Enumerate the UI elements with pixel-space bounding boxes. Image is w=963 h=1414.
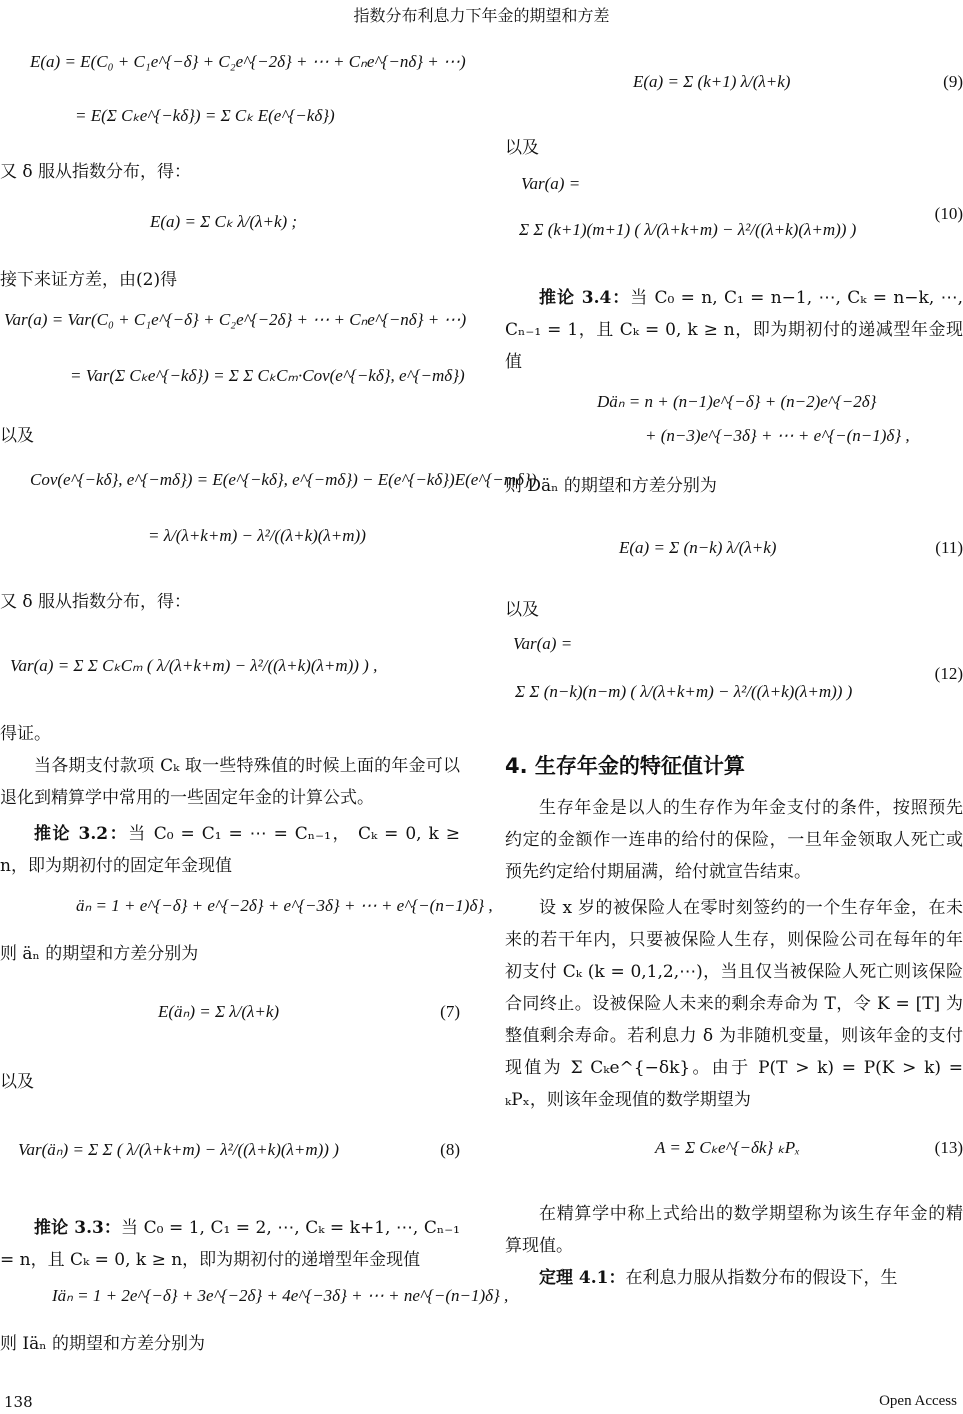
paragraph: 生存年金是以人的生存作为年金支付的条件，按照预先约定的金额作一连串的给付的保险，一旦年金领取人死亡或预先约定给付期届满，给付就宣告结束。 [505,798,963,882]
paragraph: 则 äₙ 的期望和方差分别为 [0,944,199,964]
equation-11 [619,538,963,558]
running-header: 指数分布利息力下年金的期望和方差 [353,6,610,25]
equation-8 [18,1140,460,1160]
equation-9 [633,72,963,92]
equation-number: (8) [440,1140,460,1159]
equation-covariance: Cov(e^{−kδ}, e^{−mδ}) = E(e^{−kδ}, e^{−mδ}) − E(e^{−kδ})E(e^{−mδ}) [30,470,537,489]
paragraph: 得证。 [0,724,51,744]
equation-expectation-sum: = E(Σ Cₖe^{−kδ}) = Σ Cₖ E(e^{−kδ}) [75,106,335,125]
equation-number: (11) [935,538,963,557]
paragraph: 以及 [0,426,34,446]
equation-annuity-due: äₙ = 1 + e^{−δ} + e^{−2δ} + e^{−3δ} + ⋯ + e^{−(n−1)δ} , [76,896,493,915]
equation-number: (13) [934,1138,963,1157]
paragraph: 以及 [505,600,539,620]
equation-number: (12) [934,664,963,683]
paragraph: 又 δ 服从指数分布，得： [0,592,192,612]
equation-number: (7) [440,1002,460,1021]
theorem-label: 定理 4.1： [539,1268,626,1288]
equation-decreasing-annuity-1: Däₙ = n + (n−1)e^{−δ} + (n−2)e^{−2δ} [597,392,877,411]
paragraph: 则 Iäₙ 的期望和方差分别为 [0,1334,206,1354]
page-number: 138 [4,1393,33,1411]
equation-10 [519,204,963,240]
equation-body: E(äₙ) = Σ λ/(λ+k) [158,1002,280,1021]
corollary-label: 推论 3.4： [539,288,631,308]
left-column [0,28,537,1360]
equation-number: (9) [943,72,963,91]
corollary-label: 推论 3.2： [34,824,129,844]
equation-increasing-annuity: Iäₙ = 1 + 2e^{−δ} + 3e^{−2δ} + 4e^{−3δ} + ⋯ + ne^{−(n−1)δ} , [52,1286,509,1305]
equation-variance-sum: = Var(Σ Cₖe^{−kδ}) = Σ Σ CₖCₘ·Cov(e^{−kδ}, e^{−mδ}) [70,366,465,385]
equation-7 [158,1002,460,1022]
equation-10-lhs: Var(a) = [521,174,581,193]
paragraph: 在精算学中称上式给出的数学期望称为该生存年金的精算现值。 [505,1204,963,1256]
corollary-3-2 [0,818,460,882]
theorem-4-1 [505,1262,963,1294]
paragraph: 又 δ 服从指数分布，得： [0,162,192,182]
paragraph: 接下来证方差，由(2)得 [0,270,178,290]
equation-12 [515,664,963,702]
equation-number: (10) [934,204,963,223]
corollary-3-3 [0,1212,460,1276]
equation-variance-expand: Var(a) = Var(C₀ + C₁e^{−δ} + C₂e^{−2δ} + ⋯ + Cₙe^{−nδ} + ⋯) [4,310,467,329]
paragraph: 则 Däₙ 的期望和方差分别为 [505,476,717,496]
publisher-label: Open Access [879,1393,957,1409]
equation-covariance-result: = λ/(λ+k+m) − λ²/((λ+k)(λ+m)) [148,526,366,545]
equation-expectation-expand: E(a) = E(C₀ + C₁e^{−δ} + C₂e^{−2δ} + ⋯ + Cₙe^{−nδ} + ⋯) [30,52,466,71]
paragraph: 以及 [505,138,539,158]
paragraph: 当各期支付款项 Cₖ 取一些特殊值的时候上面的年金可以退化到精算学中常用的一些固定年金的计算公式。 [0,756,460,808]
theorem-text: 在利息力服从指数分布的假设下，生 [625,1268,898,1288]
equation-variance-result: Var(a) = Σ Σ CₖCₘ ( λ/(λ+k+m) − λ²/((λ+k)(λ+m)) ) , [10,656,378,675]
equation-body: E(a) = Σ (k+1) λ/(λ+k) [633,72,791,91]
equation-body: E(a) = Σ (n−k) λ/(λ+k) [619,538,777,557]
paragraph: 以及 [0,1072,34,1092]
equation-body: Var(äₙ) = Σ Σ ( λ/(λ+k+m) − λ²/((λ+k)(λ+m)) ) [18,1140,339,1159]
corollary-text: 当 C₀ = n, C₁ = n−1, ⋯, Cₖ = n−k, ⋯, Cₙ₋₁ = 1，且 Cₖ = 0, k ≥ n，即为期初付的递减型年金现值 [505,288,963,372]
paragraph: 设 x 岁的被保险人在零时刻签约的一个生存年金，在未来的若干年内，只要被保险人生存，则保险公司在每年的年初支付 Cₖ (k = 0,1,2,⋯)，当且仅当被保险人死亡则该保险合同终止。设被保险人未来的剩余寿命为 T，令 K = [T] 为整值剩余寿命。若利息力 δ 为非随机变量，则该年金的支付现值为 Σ Cₖe^{−δk}。由于 P(T > k) = P(K > k) = ₖPₓ，则该年金现值的数学期望为 [505,898,963,1110]
equation-12-lhs: Var(a) = [513,634,573,653]
corollary-text: 当 C₀ = 1, C₁ = 2, ⋯, Cₖ = k+1, ⋯, Cₙ₋₁ = n，且 Cₖ = 0, k ≥ n，即为期初付的递增型年金现值 [0,1218,461,1270]
right-column [505,28,963,1294]
equation-expectation-result: E(a) = Σ Cₖ λ/(λ+k) ; [150,212,298,231]
equation-body: Σ Σ (n−k)(n−m) ( λ/(λ+k+m) − λ²/((λ+k)(λ+m)) ) [515,682,853,701]
equation-13 [655,1138,963,1158]
corollary-3-4 [505,282,963,378]
equation-body: A = Σ Cₖe^{−δk} ₖPₓ [655,1138,800,1157]
equation-decreasing-annuity-2: + (n−3)e^{−3δ} + ⋯ + e^{−(n−1)δ} , [645,426,910,445]
section-heading: 4. 生存年金的特征值计算 [505,754,745,778]
corollary-text: 当 C₀ = C₁ = ⋯ = Cₙ₋₁， Cₖ = 0, k ≥ n，即为期初付的固定年金现值 [0,824,461,876]
corollary-label: 推论 3.3： [34,1218,122,1238]
equation-body: Σ Σ (k+1)(m+1) ( λ/(λ+k+m) − λ²/((λ+k)(λ+m)) ) [519,220,857,239]
